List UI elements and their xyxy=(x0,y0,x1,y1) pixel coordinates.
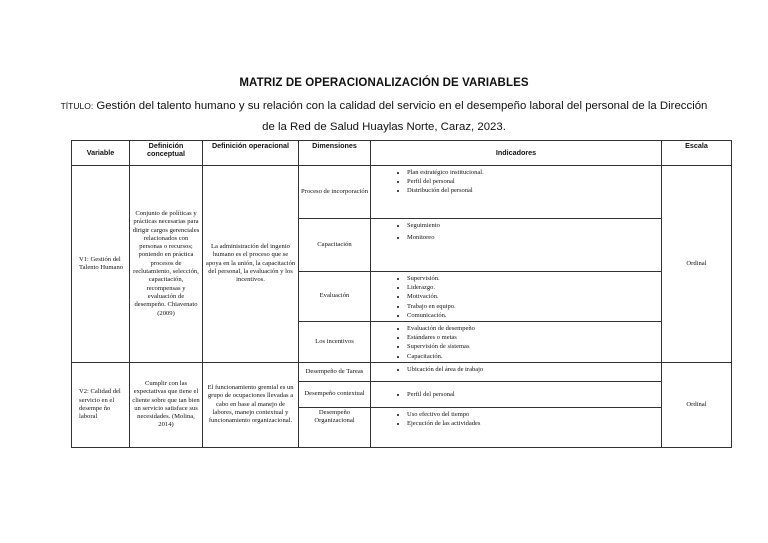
v2-escala: Ordinal xyxy=(662,362,732,447)
v1-dim-1: Proceso de incorporación xyxy=(299,166,371,219)
list-item: • Capacitación. xyxy=(407,352,659,361)
v2-dim-1-indicators xyxy=(371,362,662,381)
v1-escala: Ordinal xyxy=(662,166,732,363)
v2-variable: V2: Calidad del servicio en el desempe ño laboral xyxy=(72,362,130,447)
table-row xyxy=(72,362,732,381)
list-item: • Supervisión. xyxy=(407,274,659,283)
subtitle-label: TÍTULO: xyxy=(60,101,94,111)
document-subtitle xyxy=(60,96,708,138)
v2-dim-3-indicators xyxy=(371,407,662,447)
header-indicadores: Indicadores xyxy=(371,141,662,166)
v1-dim-2: Capacitación xyxy=(299,219,371,272)
v2-dim-3: Desempeño Organizacional xyxy=(299,407,371,447)
v1-dim-2-indicators xyxy=(371,219,662,272)
list-item: • Uso efectivo del tiempo xyxy=(407,410,659,419)
v1-operacional: La administración del ingenio humano es el proceso que se apoya en la unión, la capacitación del personal, la evaluación y los incentivos. xyxy=(203,166,299,363)
v2-dim-2-indicators xyxy=(371,381,662,407)
v1-dim-3-indicators xyxy=(371,272,662,322)
v1-dim-4: Los incentivos xyxy=(299,322,371,363)
list-item: • Perfil del personal xyxy=(407,177,659,186)
header-dimensiones: Dimensiones xyxy=(299,141,371,166)
v2-dim-1: Desempeño de Tareas xyxy=(299,362,371,381)
list-item: • Distribución del personal xyxy=(407,186,659,195)
document-title: MATRIZ DE OPERACIONALIZACIÓN DE VARIABLES xyxy=(239,77,529,89)
table-row xyxy=(72,166,732,219)
header-variable: Variable xyxy=(72,141,130,166)
header-def-conceptual: Definición conceptual xyxy=(130,141,203,166)
list-item: • Ejecución de las actividades xyxy=(407,419,659,428)
header-def-operacional: Definición operacional xyxy=(203,141,299,166)
list-item: • Perfil del personal xyxy=(407,390,659,399)
header-escala: Escala xyxy=(662,141,732,166)
list-item: • Estándares o metas xyxy=(407,333,659,342)
v2-dim-2: Desempeño contextual xyxy=(299,381,371,407)
header-row xyxy=(72,141,732,166)
list-item: • Ubicación del área de trabajo xyxy=(407,365,659,374)
operationalization-table xyxy=(71,140,732,448)
v1-dim-3: Evaluación xyxy=(299,272,371,322)
list-item: • Liderazgo. xyxy=(407,283,659,292)
list-item: • Supervisión de sistemas xyxy=(407,342,659,351)
list-item: • Monitoreo xyxy=(407,233,659,242)
list-item: • Evaluación de desempeño xyxy=(407,324,659,333)
list-item: • Seguimiento xyxy=(407,221,659,230)
v1-dim-4-indicators xyxy=(371,322,662,363)
list-item: • Motivación. xyxy=(407,292,659,301)
v1-dim-1-indicators xyxy=(371,166,662,219)
list-item: • Comunicación. xyxy=(407,311,659,320)
subtitle-text: Gestión del talento humano y su relación con la calidad del servicio en el desempeño laboral del personal de la Dirección de la Red de Salud Huaylas Norte, Caraz, 2023. xyxy=(96,100,708,133)
list-item: • Trabajo en equipo. xyxy=(407,302,659,311)
v1-conceptual: Conjunto de políticas y prácticas necesarias para dirigir cargos gerenciales relacionados con personas o recursos; poniendo en práctica procesos de reclutamiento, selección, capacitación, recompensas y evaluación de desempeño. Chiavenato (2009) xyxy=(130,166,203,363)
v1-variable: V1: Gestión del Talento Humano xyxy=(72,166,130,363)
v2-operacional: El funcionamiento gremial es un grupo de ocupaciones llevadas a cabo en base al manejo de labores, manejo contextual y funcionamiento organizacional. xyxy=(203,362,299,447)
list-item: • Plan estratégico institucional. xyxy=(407,168,659,177)
v2-conceptual: Cumplir con las expectativas que tiene el cliente sobre que tan bien un servicio satisface sus necesidades. (Molina, 2014) xyxy=(130,362,203,447)
